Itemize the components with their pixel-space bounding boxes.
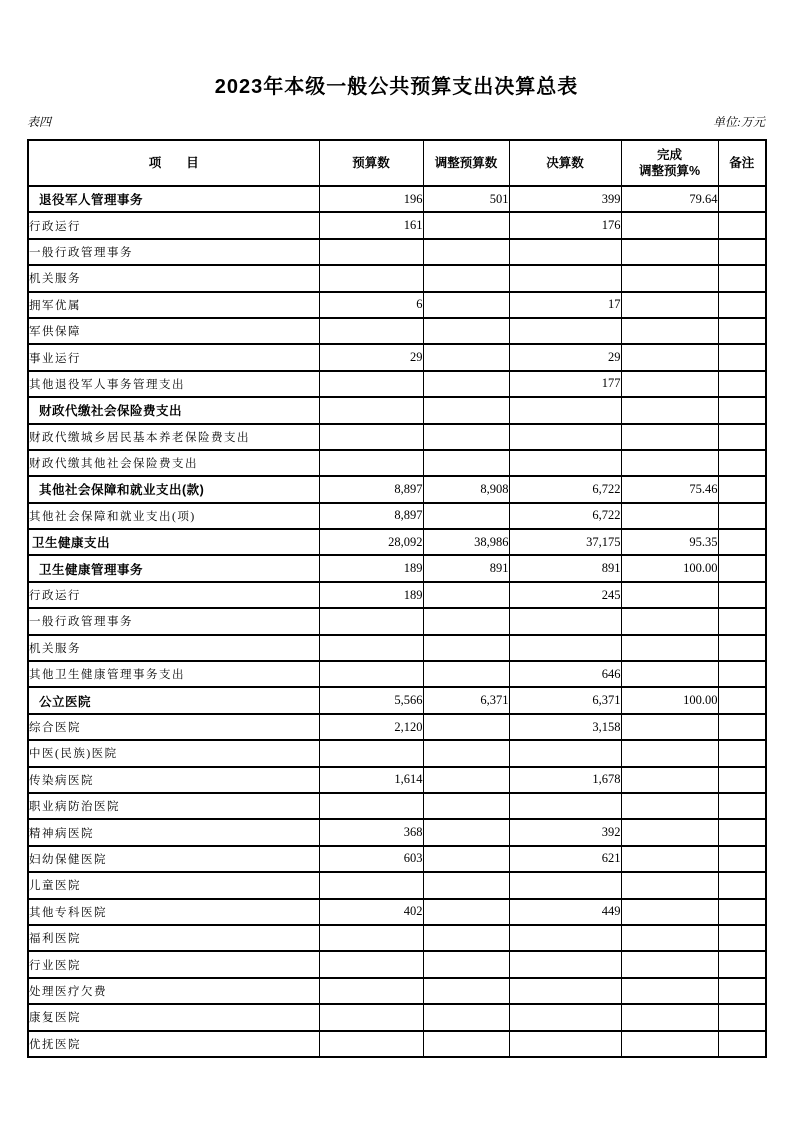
row-budget <box>319 951 423 977</box>
row-completion-pct <box>621 608 718 634</box>
row-budget: 603 <box>319 846 423 872</box>
row-item-name: 军供保障 <box>28 318 319 344</box>
row-final: 449 <box>509 899 621 925</box>
row-adjusted-budget <box>423 1004 509 1030</box>
row-final: 17 <box>509 292 621 318</box>
row-completion-pct <box>621 1004 718 1030</box>
row-item-name: 卫生健康支出 <box>28 529 319 555</box>
row-budget <box>319 318 423 344</box>
table-row <box>28 397 766 423</box>
row-remark <box>718 476 766 502</box>
row-completion-pct <box>621 424 718 450</box>
row-remark <box>718 872 766 898</box>
row-budget <box>319 635 423 661</box>
row-completion-pct: 100.00 <box>621 555 718 581</box>
row-final <box>509 978 621 1004</box>
row-budget <box>319 265 423 291</box>
row-adjusted-budget <box>423 925 509 951</box>
row-completion-pct: 75.46 <box>621 476 718 502</box>
row-completion-pct <box>621 212 718 238</box>
table-row <box>28 424 766 450</box>
row-remark <box>718 819 766 845</box>
row-adjusted-budget <box>423 318 509 344</box>
row-remark <box>718 212 766 238</box>
row-budget: 161 <box>319 212 423 238</box>
table-row <box>28 212 766 238</box>
row-remark <box>718 687 766 713</box>
row-item-name: 行政运行 <box>28 582 319 608</box>
row-remark <box>718 635 766 661</box>
table-row <box>28 899 766 925</box>
table-row <box>28 661 766 687</box>
row-remark <box>718 740 766 766</box>
row-budget: 28,092 <box>319 529 423 555</box>
table-row <box>28 265 766 291</box>
col-header-item: 项 目 <box>28 140 319 186</box>
row-completion-pct <box>621 371 718 397</box>
col-header-remark: 备注 <box>718 140 766 186</box>
row-adjusted-budget <box>423 608 509 634</box>
row-budget <box>319 925 423 951</box>
row-adjusted-budget <box>423 582 509 608</box>
row-adjusted-budget: 8,908 <box>423 476 509 502</box>
row-remark <box>718 186 766 212</box>
row-remark <box>718 292 766 318</box>
row-final <box>509 397 621 423</box>
row-final: 891 <box>509 555 621 581</box>
row-item-name: 处理医疗欠费 <box>28 978 319 1004</box>
row-final: 392 <box>509 819 621 845</box>
row-adjusted-budget <box>423 978 509 1004</box>
row-item-name: 福利医院 <box>28 925 319 951</box>
row-adjusted-budget <box>423 819 509 845</box>
table-row <box>28 819 766 845</box>
table-row <box>28 371 766 397</box>
row-adjusted-budget <box>423 872 509 898</box>
row-final <box>509 740 621 766</box>
row-final <box>509 925 621 951</box>
row-remark <box>718 424 766 450</box>
table-meta-row <box>27 112 765 130</box>
row-completion-pct <box>621 899 718 925</box>
row-item-name: 其他退役军人事务管理支出 <box>28 371 319 397</box>
row-remark <box>718 899 766 925</box>
row-remark <box>718 318 766 344</box>
row-adjusted-budget <box>423 793 509 819</box>
row-final <box>509 239 621 265</box>
row-remark <box>718 344 766 370</box>
row-final <box>509 951 621 977</box>
row-completion-pct <box>621 819 718 845</box>
row-remark <box>718 1004 766 1030</box>
row-adjusted-budget <box>423 212 509 238</box>
row-final: 29 <box>509 344 621 370</box>
row-item-name: 行政运行 <box>28 212 319 238</box>
row-completion-pct <box>621 318 718 344</box>
row-final: 176 <box>509 212 621 238</box>
row-remark <box>718 450 766 476</box>
row-budget <box>319 1004 423 1030</box>
row-final: 6,371 <box>509 687 621 713</box>
row-budget: 196 <box>319 186 423 212</box>
table-row <box>28 978 766 1004</box>
table-row <box>28 503 766 529</box>
row-budget <box>319 424 423 450</box>
row-remark <box>718 793 766 819</box>
row-final: 3,158 <box>509 714 621 740</box>
row-item-name: 退役军人管理事务 <box>28 186 319 212</box>
row-budget: 29 <box>319 344 423 370</box>
row-budget: 402 <box>319 899 423 925</box>
row-remark <box>718 978 766 1004</box>
row-adjusted-budget <box>423 371 509 397</box>
row-budget: 6 <box>319 292 423 318</box>
row-budget: 189 <box>319 582 423 608</box>
row-adjusted-budget <box>423 661 509 687</box>
table-row <box>28 767 766 793</box>
row-item-name: 妇幼保健医院 <box>28 846 319 872</box>
row-final <box>509 318 621 344</box>
row-adjusted-budget <box>423 265 509 291</box>
row-final <box>509 1031 621 1057</box>
row-budget: 368 <box>319 819 423 845</box>
row-item-name: 机关服务 <box>28 265 319 291</box>
row-completion-pct <box>621 740 718 766</box>
row-remark <box>718 265 766 291</box>
row-completion-pct <box>621 925 718 951</box>
row-remark <box>718 371 766 397</box>
row-item-name: 传染病医院 <box>28 767 319 793</box>
row-final: 399 <box>509 186 621 212</box>
col-header-completion-line2: 调整预算% <box>638 164 701 178</box>
row-budget: 2,120 <box>319 714 423 740</box>
row-adjusted-budget <box>423 767 509 793</box>
row-budget: 189 <box>319 555 423 581</box>
row-budget <box>319 872 423 898</box>
row-completion-pct <box>621 344 718 370</box>
row-item-name: 机关服务 <box>28 635 319 661</box>
row-completion-pct <box>621 661 718 687</box>
table-row <box>28 687 766 713</box>
row-final <box>509 450 621 476</box>
sheet-number-label: 表四 <box>27 115 52 129</box>
row-completion-pct <box>621 872 718 898</box>
table-body <box>28 186 766 1057</box>
row-remark <box>718 846 766 872</box>
row-completion-pct <box>621 239 718 265</box>
row-item-name: 行业医院 <box>28 951 319 977</box>
row-remark <box>718 767 766 793</box>
row-adjusted-budget: 38,986 <box>423 529 509 555</box>
row-adjusted-budget: 6,371 <box>423 687 509 713</box>
row-budget <box>319 450 423 476</box>
row-adjusted-budget <box>423 1031 509 1057</box>
header-row <box>28 140 766 186</box>
row-adjusted-budget: 501 <box>423 186 509 212</box>
row-item-name: 优抚医院 <box>28 1031 319 1057</box>
row-budget <box>319 371 423 397</box>
page-title: 2023年本级一般公共预算支出决算总表 <box>214 76 579 98</box>
row-item-name: 综合医院 <box>28 714 319 740</box>
row-item-name: 其他专科医院 <box>28 899 319 925</box>
table-row <box>28 635 766 661</box>
row-completion-pct <box>621 292 718 318</box>
row-adjusted-budget <box>423 635 509 661</box>
row-budget <box>319 978 423 1004</box>
col-header-final: 决算数 <box>509 140 621 186</box>
row-final <box>509 424 621 450</box>
row-final <box>509 608 621 634</box>
col-header-budget: 预算数 <box>319 140 423 186</box>
row-remark <box>718 555 766 581</box>
table-row <box>28 740 766 766</box>
row-item-name: 精神病医院 <box>28 819 319 845</box>
row-item-name: 其他卫生健康管理事务支出 <box>28 661 319 687</box>
row-final <box>509 635 621 661</box>
row-final: 1,678 <box>509 767 621 793</box>
row-completion-pct <box>621 265 718 291</box>
row-final: 6,722 <box>509 476 621 502</box>
row-adjusted-budget <box>423 344 509 370</box>
table-row <box>28 476 766 502</box>
table-row <box>28 1004 766 1030</box>
table-row <box>28 529 766 555</box>
table-row <box>28 846 766 872</box>
row-remark <box>718 951 766 977</box>
row-final <box>509 265 621 291</box>
row-budget: 8,897 <box>319 503 423 529</box>
row-adjusted-budget <box>423 899 509 925</box>
row-final <box>509 1004 621 1030</box>
table-row <box>28 344 766 370</box>
row-item-name: 康复医院 <box>28 1004 319 1030</box>
row-budget <box>319 608 423 634</box>
row-budget <box>319 740 423 766</box>
table-row <box>28 186 766 212</box>
row-completion-pct <box>621 978 718 1004</box>
row-adjusted-budget <box>423 424 509 450</box>
row-final: 245 <box>509 582 621 608</box>
row-budget: 5,566 <box>319 687 423 713</box>
row-remark <box>718 714 766 740</box>
row-adjusted-budget <box>423 292 509 318</box>
row-item-name: 公立医院 <box>28 687 319 713</box>
table-header <box>28 140 766 186</box>
row-remark <box>718 1031 766 1057</box>
row-completion-pct <box>621 714 718 740</box>
row-item-name: 一般行政管理事务 <box>28 239 319 265</box>
row-final <box>509 872 621 898</box>
row-item-name: 拥军优属 <box>28 292 319 318</box>
row-remark <box>718 925 766 951</box>
row-item-name: 其他社会保障和就业支出(项) <box>28 503 319 529</box>
row-adjusted-budget <box>423 450 509 476</box>
table-row <box>28 714 766 740</box>
row-final: 37,175 <box>509 529 621 555</box>
row-completion-pct: 100.00 <box>621 687 718 713</box>
row-item-name: 财政代缴城乡居民基本养老保险费支出 <box>28 424 319 450</box>
table-row <box>28 450 766 476</box>
col-header-completion <box>621 140 718 186</box>
table-row <box>28 292 766 318</box>
row-budget <box>319 661 423 687</box>
table-row <box>28 318 766 344</box>
col-header-adjusted-budget: 调整预算数 <box>423 140 509 186</box>
row-budget <box>319 1031 423 1057</box>
row-adjusted-budget: 891 <box>423 555 509 581</box>
row-remark <box>718 529 766 555</box>
row-item-name: 其他社会保障和就业支出(款) <box>28 476 319 502</box>
table-row <box>28 555 766 581</box>
row-remark <box>718 582 766 608</box>
row-remark <box>718 608 766 634</box>
table-row <box>28 608 766 634</box>
table-row <box>28 239 766 265</box>
row-item-name: 儿童医院 <box>28 872 319 898</box>
row-adjusted-budget <box>423 740 509 766</box>
row-remark <box>718 503 766 529</box>
row-adjusted-budget <box>423 239 509 265</box>
row-final <box>509 793 621 819</box>
row-item-name: 一般行政管理事务 <box>28 608 319 634</box>
row-remark <box>718 661 766 687</box>
table-row <box>28 925 766 951</box>
row-item-name: 中医(民族)医院 <box>28 740 319 766</box>
row-final: 646 <box>509 661 621 687</box>
row-budget: 1,614 <box>319 767 423 793</box>
row-item-name: 财政代缴社会保险费支出 <box>28 397 319 423</box>
table-row <box>28 793 766 819</box>
table-row <box>28 951 766 977</box>
row-adjusted-budget <box>423 397 509 423</box>
table-row <box>28 872 766 898</box>
row-final: 177 <box>509 371 621 397</box>
row-adjusted-budget <box>423 951 509 977</box>
budget-table <box>27 139 767 1058</box>
row-item-name: 卫生健康管理事务 <box>28 555 319 581</box>
row-item-name: 财政代缴其他社会保险费支出 <box>28 450 319 476</box>
row-remark <box>718 239 766 265</box>
row-item-name: 职业病防治医院 <box>28 793 319 819</box>
table-row <box>28 582 766 608</box>
row-completion-pct <box>621 793 718 819</box>
row-item-name: 事业运行 <box>28 344 319 370</box>
row-completion-pct <box>621 450 718 476</box>
row-completion-pct: 79.64 <box>621 186 718 212</box>
row-completion-pct <box>621 1031 718 1057</box>
row-remark <box>718 397 766 423</box>
row-adjusted-budget <box>423 503 509 529</box>
col-header-completion-line1: 完成 <box>656 148 682 162</box>
row-budget <box>319 397 423 423</box>
row-adjusted-budget <box>423 846 509 872</box>
row-completion-pct <box>621 503 718 529</box>
table-row <box>28 1031 766 1057</box>
row-adjusted-budget <box>423 714 509 740</box>
row-completion-pct <box>621 582 718 608</box>
row-final: 621 <box>509 846 621 872</box>
row-completion-pct <box>621 951 718 977</box>
row-completion-pct <box>621 397 718 423</box>
row-completion-pct <box>621 767 718 793</box>
row-budget <box>319 793 423 819</box>
row-completion-pct <box>621 635 718 661</box>
row-completion-pct: 95.35 <box>621 529 718 555</box>
unit-label: 单位:万元 <box>713 115 765 129</box>
row-completion-pct <box>621 846 718 872</box>
row-budget <box>319 239 423 265</box>
row-final: 6,722 <box>509 503 621 529</box>
row-budget: 8,897 <box>319 476 423 502</box>
